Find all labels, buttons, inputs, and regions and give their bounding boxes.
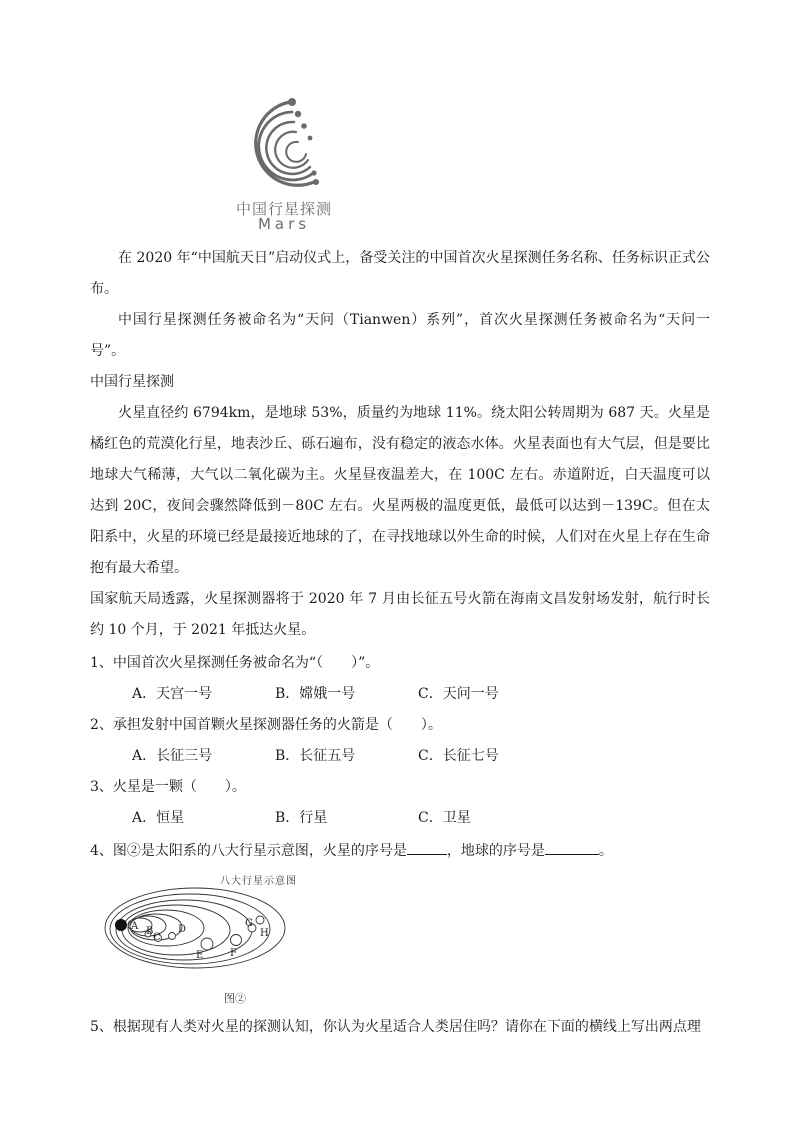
mars-facts-paragraph: 火星直径约 6794km，是地球 53%，质量约为地球 11%。绕太阳公转周期为 687 天。火星是橘红色的荒漠化行星，地表沙丘、砾石遍布，没有稳定的液态水体。火星表面也有大气层，但是要比地球大气稀薄，大气以二氧化碳为主。火星昼夜温差大，在 100C 左右。赤道附近，白天温度可以达到 20C，夜间会骤然降低到－80C 左右。火星两极的温度更低，最低可以达到－139C。但在太阳系中，火星的环境已经是最接近地球的了，在寻找地球以外生命的时候，人们对在火星上存在生命抱有最大希望。 bbox=[90, 405, 710, 576]
section-heading: 中国行星探测 bbox=[90, 374, 174, 390]
planet-label-a: A bbox=[131, 921, 139, 932]
planet-h-mark bbox=[256, 916, 264, 924]
logo-english-text: Mars bbox=[257, 215, 311, 233]
question-1-option-c[interactable]: C．天问一号 bbox=[418, 686, 499, 702]
mission-logo bbox=[228, 72, 348, 234]
question-3-option-a[interactable]: A．恒星 bbox=[132, 810, 185, 826]
logo-chinese-text: 中国行星探测 bbox=[235, 200, 332, 218]
question-3-option-c[interactable]: C．卫星 bbox=[418, 810, 471, 826]
question-1-option-a[interactable]: A．天宫一号 bbox=[132, 686, 213, 702]
question-1-option-b[interactable]: B．嫦娥一号 bbox=[275, 686, 356, 702]
planet-label-f: F bbox=[230, 948, 237, 959]
intro-paragraph-2: 中国行星探测任务被命名为“天问（Tianwen）系列”，首次火星探测任务被命名为“天问一号”。 bbox=[90, 312, 710, 359]
question-2-option-c[interactable]: C．长征七号 bbox=[418, 748, 499, 764]
earth-number-blank[interactable] bbox=[545, 840, 599, 855]
launch-paragraph: 国家航天局透露，火星探测器将于 2020 年 7 月由长征五号火箭在海南文昌发射场发射，航行时长约 10 个月，于 2021 年抵达火星。 bbox=[90, 591, 710, 638]
question-4 bbox=[90, 840, 613, 861]
question-2-option-b[interactable]: B．长征五号 bbox=[275, 748, 356, 764]
planet-f-mark bbox=[231, 935, 242, 946]
solar-system-diagram bbox=[100, 872, 300, 1010]
planet-e-mark bbox=[201, 938, 213, 950]
question-3-options bbox=[132, 808, 561, 828]
question-2-option-a[interactable]: A．长征三号 bbox=[132, 748, 213, 764]
solar-system-svg bbox=[100, 872, 300, 1010]
question-2-options bbox=[132, 746, 561, 766]
question-2: 2、承担发射中国首颗火星探测器任务的火箭是（ ）。 bbox=[90, 717, 442, 733]
question-1-options bbox=[132, 684, 561, 704]
question-4-text-part1: 4、图②是太阳系的八大行星示意图，火星的序号是 bbox=[90, 843, 407, 859]
question-5: 5、根据现有人类对火星的探测认知，你认为火星适合人类居住吗？请你在下面的横线上写出两点理 bbox=[90, 1019, 701, 1035]
mars-orbit-logo-icon bbox=[228, 72, 348, 198]
planet-label-g: G bbox=[245, 918, 253, 929]
question-3-option-b[interactable]: B．行星 bbox=[275, 810, 328, 826]
planet-label-b: B bbox=[146, 926, 154, 937]
intro-paragraph-1: 在 2020 年“中国航天日”启动仪式上，备受关注的中国首次火星探测任务名称、任务标识正式公布。 bbox=[90, 250, 710, 297]
intro-section bbox=[90, 243, 710, 646]
diagram-caption: 图② bbox=[224, 992, 246, 1005]
question-4-text-part2: ，地球的序号是 bbox=[446, 843, 545, 859]
planet-label-e: E bbox=[196, 950, 204, 961]
planet-label-h: H bbox=[260, 928, 269, 939]
question-3: 3、火星是一颗（ ）。 bbox=[90, 779, 246, 795]
question-4-text-part3: 。 bbox=[598, 843, 613, 859]
mars-number-blank[interactable] bbox=[407, 840, 447, 855]
planet-d-mark bbox=[169, 933, 176, 940]
sun-icon bbox=[115, 919, 127, 931]
diagram-title: 八大行星示意图 bbox=[220, 876, 297, 887]
planet-label-d: D bbox=[178, 924, 187, 935]
question-1: 1、中国首次火星探测任务被命名为“（ ）”。 bbox=[90, 655, 380, 671]
planet-label-c: C bbox=[153, 932, 161, 943]
